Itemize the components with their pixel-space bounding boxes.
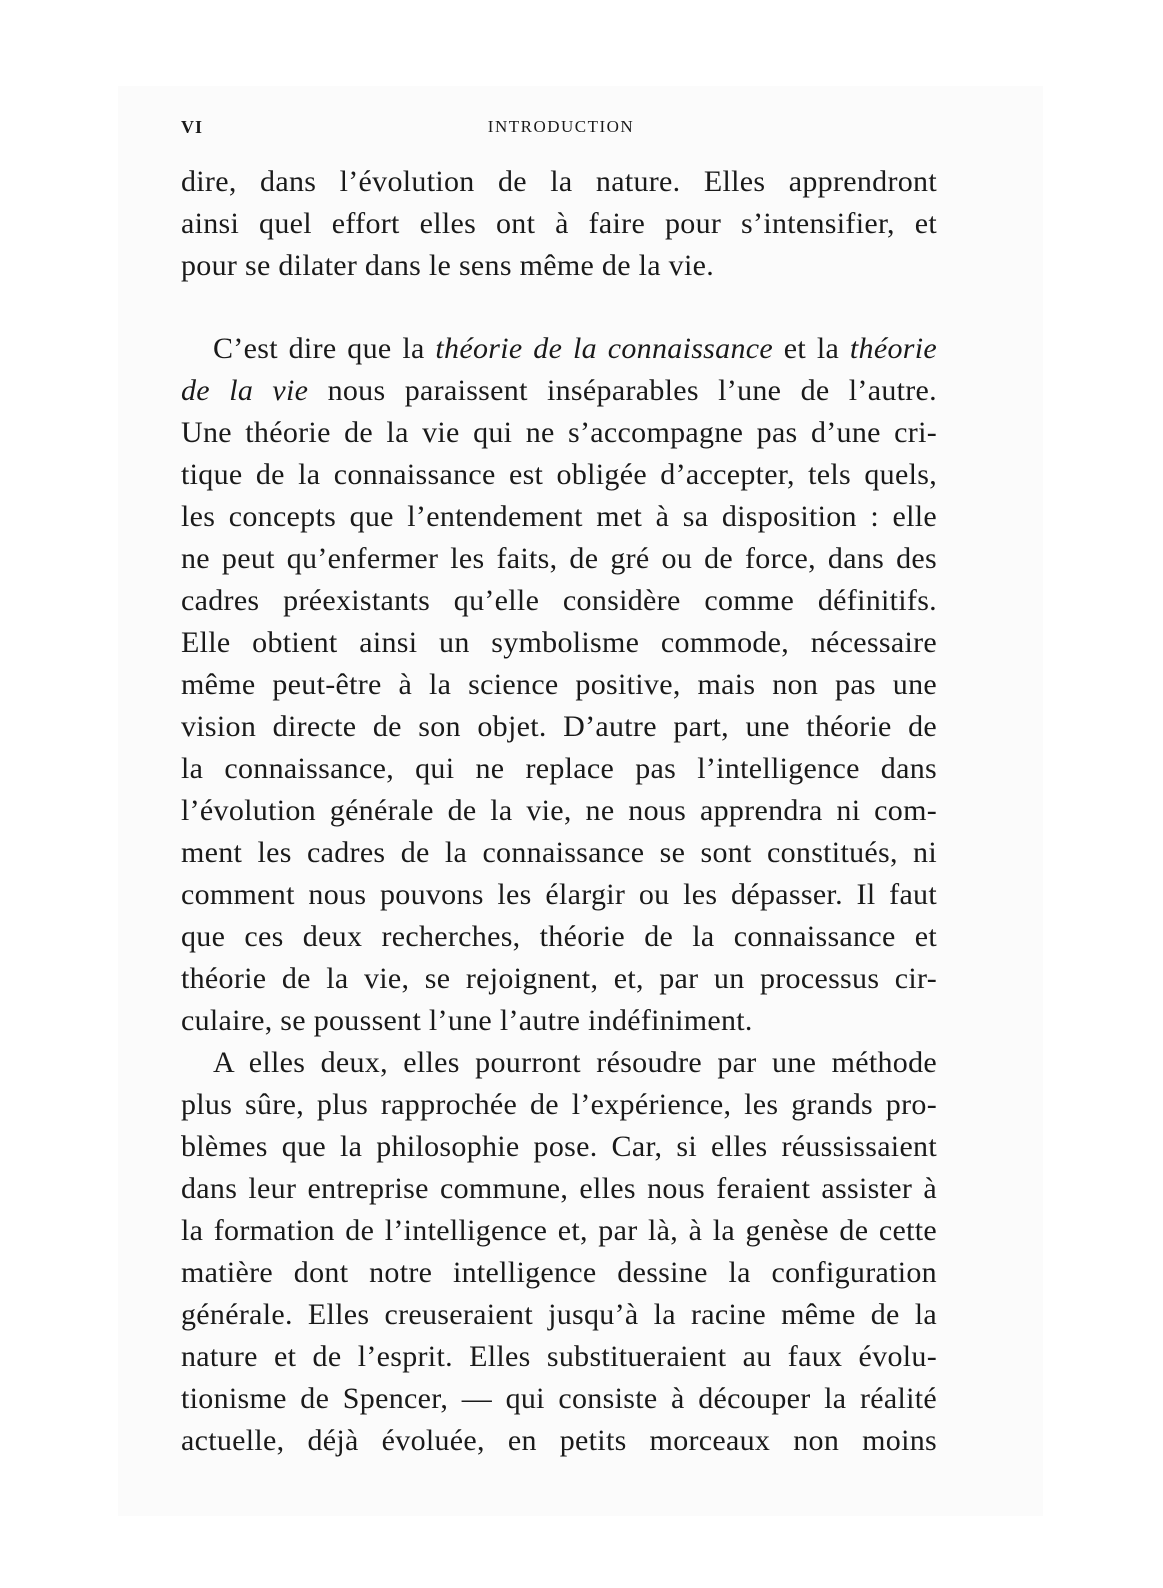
text-span: C’est dire que la xyxy=(213,332,436,365)
text-line: pour se dilater dans le sens même de la vie. xyxy=(181,249,715,282)
page-number: VI xyxy=(181,117,204,137)
text-line xyxy=(181,371,937,411)
text-line: blèmes que la philosophie pose. Car, si elles réussissaient xyxy=(181,1130,937,1163)
text-line: la formation de l’intelligence et, par là, à la genèse de cette xyxy=(181,1214,937,1247)
text-line: tionisme de Spencer, — qui consiste à découper la réalité xyxy=(181,1382,937,1415)
text-line: cadres préexistants qu’elle considère comme définitifs. xyxy=(181,584,937,617)
text-line: générale. Elles creuseraient jusqu’à la racine même de la xyxy=(181,1298,937,1331)
text-line: la connaissance, qui ne replace pas l’intelligence dans xyxy=(181,752,937,785)
text-line: vision directe de son objet. D’autre part, une théorie de xyxy=(181,710,937,743)
text-span: nous paraissent inséparables l’une de l’autre. xyxy=(308,374,937,407)
text-line: plus sûre, plus rapprochée de l’expérience, les grands pro- xyxy=(181,1088,937,1121)
text-line: les concepts que l’entendement met à sa disposition : elle xyxy=(181,500,937,533)
text-line: Elle obtient ainsi un symbolisme commode, nécessaire xyxy=(181,626,937,659)
italic-text: de la vie xyxy=(181,374,309,407)
text-line: comment nous pouvons les élargir ou les dépasser. Il faut xyxy=(181,878,937,911)
text-line: théorie de la vie, se rejoignent, et, par un processus cir- xyxy=(181,962,937,995)
text-line: même peut-être à la science positive, mais non pas une xyxy=(181,668,937,701)
text-line: ment les cadres de la connaissance se sont constitués, ni xyxy=(181,836,937,869)
text-line: tique de la connaissance est obligée d’accepter, tels quels, xyxy=(181,458,937,491)
text-line: ainsi quel effort elles ont à faire pour s’intensifier, et xyxy=(181,207,937,240)
text-line: l’évolution générale de la vie, ne nous apprendra ni com- xyxy=(181,794,937,827)
text-line: actuelle, déjà évoluée, en petits morceaux non moins xyxy=(181,1424,937,1457)
text-line: Une théorie de la vie qui ne s’accompagne pas d’une cri- xyxy=(181,416,937,449)
text-line: nature et de l’esprit. Elles substitueraient au faux évolu- xyxy=(181,1340,937,1373)
text-line: dans leur entreprise commune, elles nous feraient assister à xyxy=(181,1172,937,1205)
italic-text: théorie xyxy=(849,332,937,365)
running-head xyxy=(181,117,941,141)
text-line: que ces deux recherches, théorie de la connaissance et xyxy=(181,920,937,953)
text-line xyxy=(213,329,937,369)
italic-text: théorie de la connaissance xyxy=(435,332,773,365)
running-title: INTRODUCTION xyxy=(487,117,635,136)
text-line: ne peut qu’enfermer les faits, de gré ou de force, dans des xyxy=(181,542,937,575)
text-line: culaire, se poussent l’une l’autre indéfiniment. xyxy=(181,1004,753,1037)
text-line: A elles deux, elles pourront résoudre par une méthode xyxy=(213,1046,937,1079)
text-line: dire, dans l’évolution de la nature. Elles apprendront xyxy=(181,165,937,198)
text-line: matière dont notre intelligence dessine la configuration xyxy=(181,1256,937,1289)
text-span: et la xyxy=(772,332,850,365)
